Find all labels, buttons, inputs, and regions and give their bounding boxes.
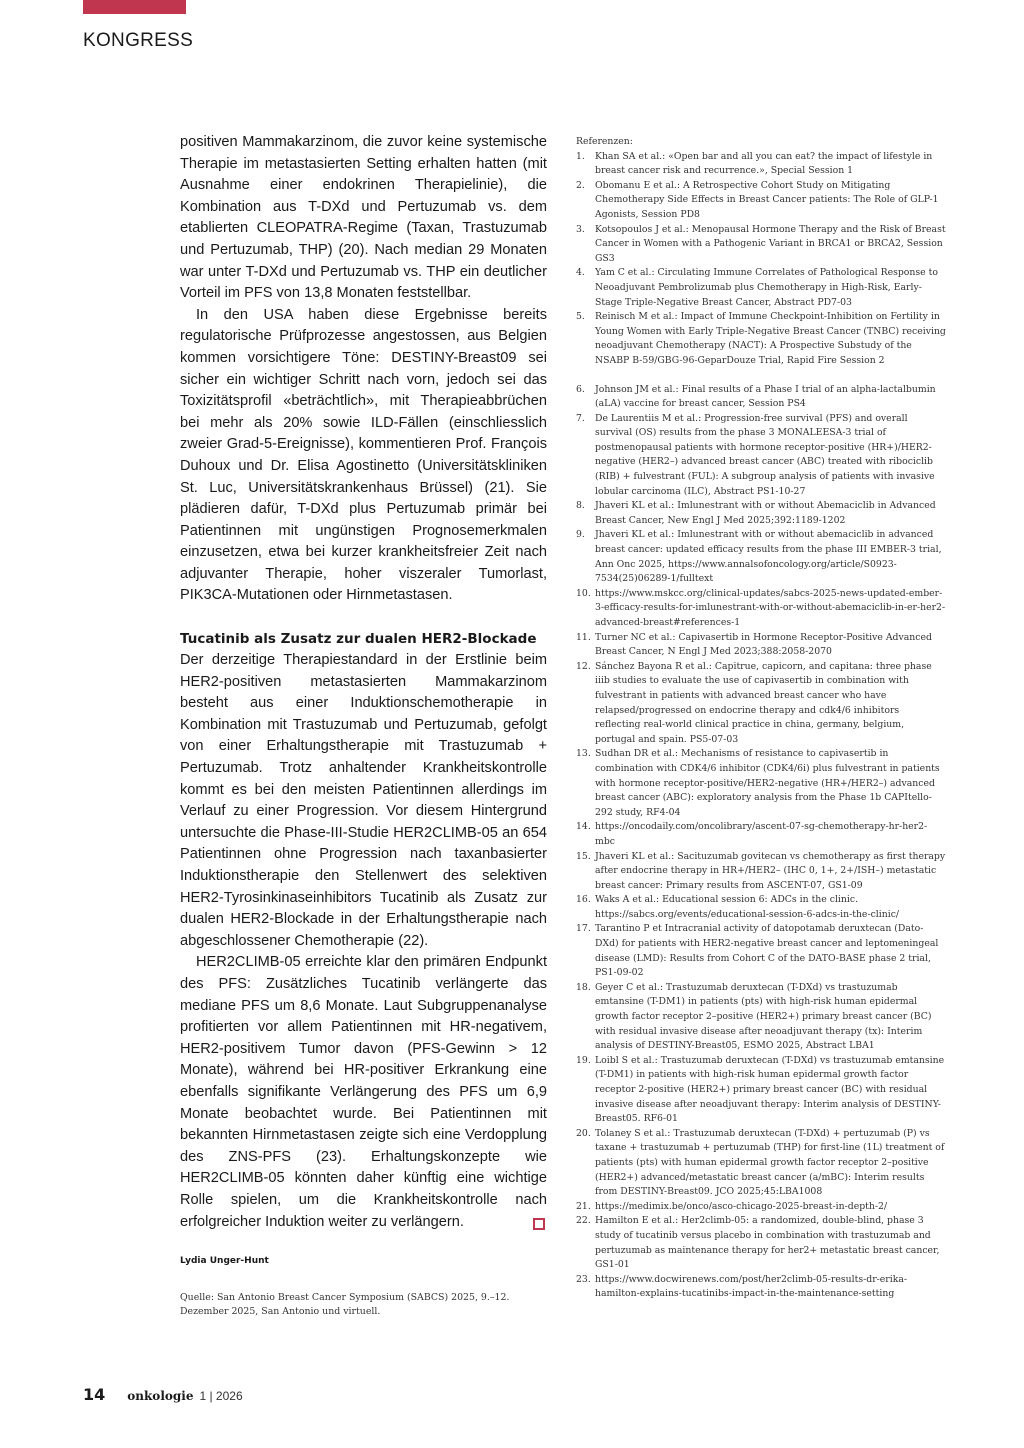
- reference-item: [576, 893, 946, 922]
- reference-text: https://www.docwirenews.com/post/her2climb-05-results-dr-erika-hamilton-explains-tucatinibs-impact-in-the-maintenance-setting: [595, 1273, 908, 1300]
- reference-text: Johnson JM et al.: Final results of a Phase I trial of an alpha-lactalbumin (aLA) vaccine for breast cancer, Session PS4: [595, 383, 936, 410]
- section-label: KONGRESS: [83, 30, 194, 51]
- reference-text: Hamilton E et al.: Her2climb-05: a randomized, double-blind, phase 3 study of tucatinib versus placebo in combination with trastuzumab and pertuzumab as maintenance therapy for her2+ metastatic breast cancer, GS1-01: [595, 1215, 940, 1271]
- reference-number: 20.: [576, 1127, 591, 1139]
- reference-item: [576, 850, 946, 894]
- reference-text: Jhaveri KL et al.: Sacituzumab govitecan vs chemotherapy as first therapy after endocrine therapy in HR+/HER2– (IHC 0, 1+, 2+/ISH–) metastatic breast cancer: Primary results from ASCENT-07, GS1-09: [595, 850, 946, 891]
- reference-text: Kotsopoulos J et al.: Menopausal Hormone Therapy and the Risk of Breast Cancer in Women with a Pathogenic Variant in BRCA1 or BRCA2, Session GS3: [595, 223, 946, 264]
- reference-item: [576, 981, 946, 1054]
- reference-text: Geyer C et al.: Trastuzumab deruxtecan (T-DXd) vs trastuzumab emtansine (T-DM1) in patients (pts) with high-risk human epidermal growth factor receptor 2–positive (HER2+) primary breast cancer (BC) with residual invasive disease after neoadjuvant therapy (tx): Interim analysis of DESTINY-Breast05, ESMO 2025, Abstract LBA1: [595, 981, 932, 1052]
- reference-text: Khan SA et al.: «Open bar and all you can eat? the impact of lifestyle in breast cancer risk and recurrence.», Special Session 1: [595, 150, 933, 177]
- reference-number: 8.: [576, 500, 585, 512]
- article-paragraph: positiven Mammakarzinom, die zuvor keine systemische Therapie im metastasierten Setting erhalten hatten (mit Ausnahme einer endokrinen Therapielinie), die Kombination aus T-DXd und Pertuzumab vs. dem etablierten CLEOPATRA-Regime (Taxan, Trastuzumab und Pertuzumab, THP) (20). Nach median 29 Monaten war unter T-DXd und Pertuzumab vs. THP ein deutlicher Vorteil im PFS von 13,8 Monaten feststellbar.: [180, 134, 547, 302]
- reference-item: [576, 179, 946, 223]
- reference-number: 7.: [576, 412, 585, 424]
- reference-item: [576, 1214, 946, 1272]
- end-of-article-square-icon: [533, 1218, 545, 1230]
- reference-number: 13.: [576, 748, 591, 760]
- page-number: 14: [83, 1385, 106, 1404]
- reference-number: 6.: [576, 383, 585, 395]
- section-color-bar: [83, 0, 186, 14]
- reference-item: [576, 150, 946, 179]
- reference-number: 5.: [576, 311, 585, 323]
- reference-item: [576, 922, 946, 980]
- article-paragraph: Der derzeitige Therapiestandard in der Erstlinie beim HER2-positiven metastasierten Mammakarzinom besteht aus einer Induktionschemotherapie in Kombination mit Trastuzumab und Pertuzumab, gefolgt von einer Erhaltungstherapie mit Trastuzumab + Pertuzumab. Trotz anhaltender Krankheitskontrolle kommt es bei den meisten Patientinnen allerdings im Verlauf zu einer Progression. Vor diesem Hintergrund untersuchte die Phase-III-Studie HER2CLIMB-05 an 654 Patientinnen ohne Progression nach taxanbasierter Induktionstherapie den Stellenwert des selektiven HER2-Tyrosinkinaseinhibitors Tucatinib als Zusatz zur dualen HER2-Blockade in der Erhaltungstherapie nach abgeschlossener Chemotherapie (22).: [180, 652, 547, 949]
- reference-text: De Laurentiis M et al.: Progression-free survival (PFS) and overall survival (OS) results from the phase 3 MONALEESA-3 trial of postmenopausal patients with hormone receptor-positive (HR+)/HER2-negative (HER2–) advanced breast cancer (ABC) treated with ribociclib (RIB) + fulvestrant (FUL): A subgroup analysis of patients with invasive lobular carcinoma (ILC), Abstract PS1-10-27: [595, 412, 935, 497]
- references-list: [576, 150, 946, 1302]
- reference-number: 10.: [576, 587, 591, 599]
- references-section: [576, 135, 946, 1302]
- reference-number: 9.: [576, 529, 585, 541]
- reference-number: 22.: [576, 1215, 591, 1227]
- source-note: Quelle: San Antonio Breast Cancer Symposium (SABCS) 2025, 9.–12. Dezember 2025, San Antonio und virtuell.: [180, 1291, 510, 1317]
- reference-item: [576, 587, 946, 631]
- reference-number: 4.: [576, 267, 585, 279]
- reference-text: Loibl S et al.: Trastuzumab deruxtecan (T-DXd) vs trastuzumab emtansine (T-DM1) in patients with high-risk human epidermal growth factor receptor 2-positive (HER2+) primary breast cancer (BC) with residual invasive disease after neoadjuvant therapy: Interim analysis of DESTINY-Breast05. RF6-01: [595, 1054, 945, 1125]
- reference-number: 14.: [576, 821, 591, 833]
- author-name: Lydia Unger-Hunt: [180, 1256, 269, 1267]
- reference-item: [576, 499, 946, 528]
- reference-number: 12.: [576, 660, 591, 672]
- issue-number: 1 | 2026: [199, 1389, 243, 1403]
- reference-item: [576, 528, 946, 586]
- reference-text: Sánchez Bayona R et al.: Capitrue, capicorn, and capitana: three phase iiib studies to evaluate the use of capivasertib in combination with fulvestrant in patients with advanced breast cancer who have relapsed/progressed on endocrine therapy and cdk4/6 inhibitors reflecting real-world clinical practice in china, germany, belgium, portugal and spain. PS5-07-03: [595, 660, 932, 745]
- page-footer: [83, 1385, 243, 1404]
- reference-number: 16.: [576, 894, 591, 906]
- reference-item: [576, 266, 946, 310]
- reference-text: Jhaveri KL et al.: Imlunestrant with or without abemaciclib in advanced breast cancer: updated efficacy results from the phase III EMBER-3 trial, Ann Onc 2025, https://www.annalsofoncology.org/article/S0923-7534(25)06289-1/fulltext: [595, 529, 942, 585]
- reference-number: 2.: [576, 179, 585, 191]
- reference-item: [576, 412, 946, 500]
- reference-text: Yam C et al.: Circulating Immune Correlates of Pathological Response to Neoadjuvant Pembrolizumab plus Chemotherapy in High-Risk, Early-Stage Triple-Negative Breast Cancer, Abstract PD7-03: [595, 267, 938, 308]
- reference-number: 18.: [576, 981, 591, 993]
- reference-item: [576, 1054, 946, 1127]
- reference-text: Tarantino P et Intracranial activity of datopotamab deruxtecan (Dato-DXd) for patients with HER2-negative breast cancer and leptomeningeal disease (LMD): Results from Cohort C of the DATO-BASE phase 2 trial, PS1-09-02: [595, 923, 939, 979]
- reference-text: Obomanu E et al.: A Retrospective Cohort Study on Mitigating Chemotherapy Side Effects in Breast Cancer patients: The Role of GLP-1 Agonists, Session PD8: [595, 179, 939, 220]
- reference-number: 11.: [576, 631, 591, 643]
- reference-number: 3.: [576, 223, 585, 235]
- reference-item: [576, 223, 946, 267]
- reference-item: [576, 310, 946, 368]
- reference-number: 17.: [576, 923, 591, 935]
- reference-item: [576, 747, 946, 820]
- reference-text: https://medimix.be/onco/asco-chicago-2025-breast-in-depth-2/: [595, 1200, 888, 1212]
- reference-text: Waks A et al.: Educational session 6: ADCs in the clinic. https://sabcs.org/events/educational-session-6-adcs-in-the-clinic/: [595, 894, 900, 920]
- reference-text: Tolaney S et al.: Trastuzumab deruxtecan (T-DXd) + pertuzumab (P) vs taxane + trastuzumab + pertuzumab (THP) for first-line (1L) treatment of patients (pts) with human epidermal growth factor receptor 2–positive (HER2+) advanced/metastatic breast cancer (a/mBC): Interim results from DESTINY-Breast09. JCO 2025;45:LBA1008: [595, 1127, 945, 1198]
- reference-text: Reinisch M et al.: Impact of Immune Checkpoint-Inhibition on Fertility in Young Women with Early Triple-Negative Breast Cancer (TNBC) receiving neoadjuvant Chemotherapy (NACT): A Prospective Substudy of the NSABP B-59/GBG-96-GeparDouze Trial, Rapid Fire Session 2: [595, 311, 946, 366]
- reference-text: Turner NC et al.: Capivasertib in Hormone Receptor-Positive Advanced Breast Cancer, N Engl J Med 2023;388:2058-2070: [595, 631, 932, 658]
- reference-item: [576, 1127, 946, 1200]
- reference-item: [576, 660, 946, 748]
- article-subheading: Tucatinib als Zusatz zur dualen HER2-Blockade: [180, 631, 537, 648]
- reference-number: 1.: [576, 150, 585, 162]
- reference-number: 21.: [576, 1200, 591, 1212]
- article-body: [180, 132, 547, 1319]
- article-paragraph-text: HER2CLIMB-05 erreichte klar den primären Endpunkt des PFS: Zusätzliches Tucatinib verlängerte das mediane PFS um 8,6 Monate. Laut Subgruppenanalyse profitierten vor allem Patientinnen mit HR-negativem, HER2-positivem Tumor davon (PFS-Gewinn > 12 Monate), während bei HR-positiver Erkrankung eine ebenfalls signifikante Verlängerung des PFS um 6,9 Monate beobachtet wurde. Bei Patientinnen mit bekannten Hirnmetastasen zeigte sich eine Verdopplung des ZNS-PFS (23). Erhaltungskonzepte wie HER2CLIMB-05 könnten daher künftig eine wichtige Rolle spielen, um die Krankheitskontrolle nach erfolgreicher Induktion weiter zu verlängern.: [180, 954, 547, 1230]
- article-paragraph: In den USA haben diese Ergebnisse bereits regulatorische Prüfprozesse angestossen, aus Belgien kommen vorsichtigere Töne: DESTINY-Breast09 sei sicher ein wichtiger Schritt nach vorn, jedoch sei das Toxizitätsprofil «beträchtlich», mit Therapieabbrüchen bei mehr als 20% sowie ILD-Fällen (einschliesslich zweier Grad-5-Ereignisse), kommentieren Prof. François Duhoux und Dr. Elisa Agostinetto (Universitätskliniken St. Luc, Universitätskrankenhaus Brüssel) (21). Sie plädieren dafür, T-DXd plus Pertuzumab primär bei Patientinnen mit ungünstigen Prognosemerkmalen einzusetzen, etwa bei kurzer krankheitsfreier Zeit nach adjuvanter Therapie, hoher viszeraler Tumorlast, PIK3CA-Mutationen oder Hirnmetastasen.: [180, 306, 547, 604]
- reference-text: Jhaveri KL et al.: Imlunestrant with or without Abemaciclib in Advanced Breast Cancer, New Engl J Med 2025;392:1189-1202: [595, 500, 936, 526]
- reference-number: 23.: [576, 1273, 591, 1285]
- reference-item: [576, 383, 946, 412]
- article-paragraph-last: [180, 952, 547, 1233]
- reference-text: https://oncodaily.com/oncolibrary/ascent-07-sg-chemotherapy-hr-her2-mbc: [595, 821, 928, 847]
- reference-text: https://www.mskcc.org/clinical-updates/sabcs-2025-news-updated-ember-3-efficacy-results-for-imlunestrant-with-or-without-abemaciclib-in-er-her2-advanced-breast#references-1: [595, 587, 946, 628]
- reference-item: [576, 820, 946, 849]
- reference-number: 15.: [576, 850, 591, 862]
- reference-item: [576, 1200, 946, 1215]
- reference-text: Sudhan DR et al.: Mechanisms of resistance to capivasertib in combination with CDK4/6 inhibitor (CDK4/6i) plus fulvestrant in patients with hormone receptor-positive/HER2-negative (HR+/HER2–) advanced breast cancer (ABC): exploratory analysis from the Phase 1b CAPItello-292 study, RF4-04: [595, 748, 940, 818]
- references-title: Referenzen:: [576, 136, 633, 147]
- reference-item: [576, 1273, 946, 1302]
- reference-item: [576, 631, 946, 660]
- reference-number: 19.: [576, 1054, 591, 1066]
- journal-name: onkologie: [127, 1389, 194, 1403]
